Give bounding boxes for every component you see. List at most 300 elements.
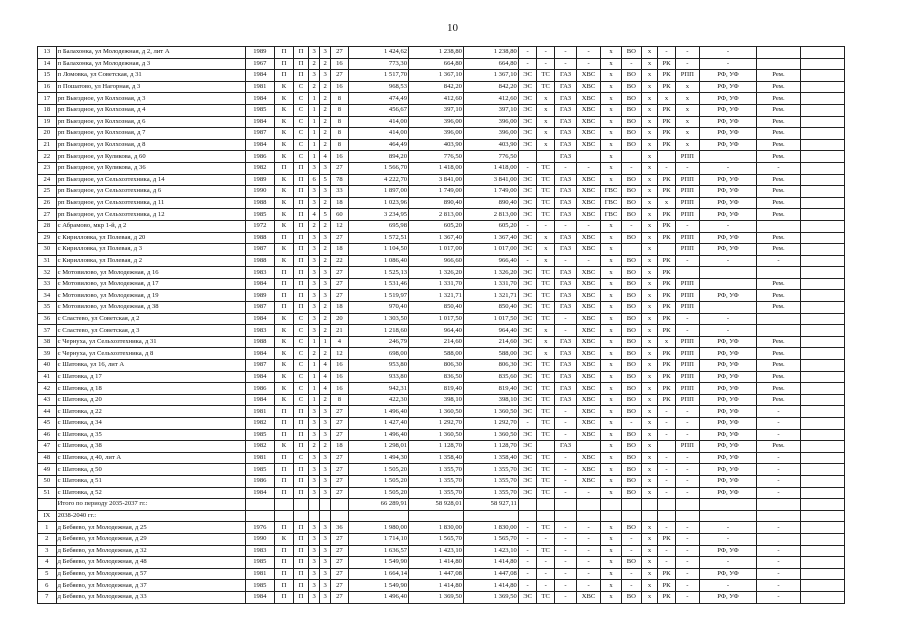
table-cell: 2 bbox=[320, 128, 331, 140]
table-cell: 1986 bbox=[245, 151, 275, 163]
table-cell: РК bbox=[658, 313, 676, 325]
table-cell bbox=[800, 499, 844, 511]
table-cell: 3 bbox=[309, 244, 320, 256]
table-cell: ЭС bbox=[518, 325, 537, 337]
table-cell: П bbox=[293, 464, 308, 476]
table-cell: 16 bbox=[38, 81, 57, 93]
table-cell bbox=[800, 371, 844, 383]
table-cell: РК bbox=[658, 104, 676, 116]
table-cell: К bbox=[275, 244, 294, 256]
table-cell: 1 749,00 bbox=[409, 186, 464, 198]
table-cell bbox=[699, 510, 756, 522]
table-cell: ХВС bbox=[576, 232, 600, 244]
table-cell: ГАЗ bbox=[555, 267, 577, 279]
table-cell: ВО bbox=[621, 591, 641, 603]
table-cell: с Шатовка, д 52 bbox=[56, 487, 245, 499]
table-cell: х bbox=[641, 568, 657, 580]
table-cell: С bbox=[293, 104, 308, 116]
table-cell: П bbox=[275, 162, 294, 174]
table-cell: 21 bbox=[38, 139, 57, 151]
table-cell: - bbox=[518, 580, 537, 592]
table-cell: х bbox=[658, 336, 676, 348]
table-cell: х bbox=[601, 441, 622, 453]
table-cell bbox=[800, 209, 844, 221]
table-row bbox=[38, 267, 845, 279]
table-cell: 51 bbox=[38, 487, 57, 499]
table-cell: х bbox=[641, 290, 657, 302]
table-cell: - bbox=[518, 533, 537, 545]
table-cell: х bbox=[641, 557, 657, 569]
table-cell: 695,98 bbox=[348, 220, 408, 232]
table-cell: 2 bbox=[320, 197, 331, 209]
table-cell: РФ, УФ bbox=[699, 348, 756, 360]
table-cell: К bbox=[275, 533, 294, 545]
table-cell: х bbox=[641, 348, 657, 360]
table-cell: - bbox=[576, 580, 600, 592]
table-cell: 412,60 bbox=[409, 93, 464, 105]
table-cell: - bbox=[555, 522, 577, 534]
table-cell: ХВС bbox=[576, 197, 600, 209]
table-cell bbox=[331, 510, 349, 522]
table-cell: 27 bbox=[331, 47, 349, 59]
table-cell: 1 331,70 bbox=[463, 278, 518, 290]
table-cell: х bbox=[658, 197, 676, 209]
table-cell: РФ, УФ bbox=[699, 186, 756, 198]
table-cell: 1 447,08 bbox=[463, 568, 518, 580]
table-cell bbox=[245, 510, 275, 522]
table-row bbox=[38, 197, 845, 209]
table-cell: - bbox=[555, 487, 577, 499]
table-cell bbox=[348, 510, 408, 522]
table-cell: РК bbox=[658, 278, 676, 290]
table-cell: Рем. bbox=[757, 116, 801, 128]
table-cell bbox=[800, 464, 844, 476]
table-cell: 3 bbox=[320, 452, 331, 464]
table-cell: 2 bbox=[320, 325, 331, 337]
table-cell: 48 bbox=[38, 452, 57, 464]
table-cell: с Кирилловка, ул Полевая, д 2 bbox=[56, 255, 245, 267]
table-cell: П bbox=[293, 545, 308, 557]
table-cell: ВО bbox=[621, 128, 641, 140]
table-cell: 33 bbox=[331, 186, 349, 198]
table-cell bbox=[800, 580, 844, 592]
table-cell: РФ, УФ bbox=[699, 104, 756, 116]
table-cell: 1 128,70 bbox=[463, 441, 518, 453]
table-cell: 3 bbox=[309, 313, 320, 325]
table-cell: ВО bbox=[621, 290, 641, 302]
table-cell: 398,10 bbox=[463, 394, 518, 406]
table-cell: РК bbox=[658, 591, 676, 603]
table-cell: 3 bbox=[309, 197, 320, 209]
table-cell: 27 bbox=[331, 545, 349, 557]
table-cell bbox=[800, 244, 844, 256]
table-cell: - bbox=[555, 475, 577, 487]
table-cell: 3 bbox=[320, 487, 331, 499]
table-cell: 39 bbox=[38, 348, 57, 360]
table-cell: РПП bbox=[675, 209, 699, 221]
table-cell: 1 531,46 bbox=[348, 278, 408, 290]
table-cell: 1 bbox=[38, 522, 57, 534]
table-cell: 3 bbox=[309, 568, 320, 580]
table-cell: ХВС bbox=[576, 452, 600, 464]
table-cell: 12 bbox=[331, 348, 349, 360]
table-cell: 50 bbox=[38, 475, 57, 487]
table-cell: ЭС bbox=[518, 186, 537, 198]
table-cell: П bbox=[275, 70, 294, 82]
table-cell: РК bbox=[658, 209, 676, 221]
table-cell: - bbox=[675, 545, 699, 557]
table-cell: ГАЗ bbox=[555, 232, 577, 244]
table-cell: 40 bbox=[38, 360, 57, 372]
table-cell: 1 367,10 bbox=[409, 70, 464, 82]
table-cell: ХВС bbox=[576, 325, 600, 337]
table-cell: П bbox=[275, 278, 294, 290]
table-cell: РПП bbox=[675, 371, 699, 383]
table-cell: х bbox=[658, 93, 676, 105]
table-cell: - bbox=[555, 568, 577, 580]
table-cell: ВО bbox=[621, 371, 641, 383]
table-cell: 31 bbox=[38, 255, 57, 267]
table-cell: 3 bbox=[320, 267, 331, 279]
table-cell: 3 bbox=[320, 580, 331, 592]
table-cell: - bbox=[555, 557, 577, 569]
table-cell: 1 494,30 bbox=[348, 452, 408, 464]
table-cell: - bbox=[621, 58, 641, 70]
table-cell: ЭС bbox=[518, 394, 537, 406]
table-cell: х bbox=[675, 139, 699, 151]
table-cell: х bbox=[537, 93, 555, 105]
table-cell: 588,00 bbox=[463, 348, 518, 360]
table-cell: х bbox=[601, 591, 622, 603]
table-cell: 4 bbox=[38, 557, 57, 569]
table-cell: - bbox=[675, 47, 699, 59]
table-row bbox=[38, 278, 845, 290]
table-cell: 2 bbox=[320, 220, 331, 232]
table-cell: х bbox=[641, 267, 657, 279]
table-cell: х bbox=[537, 116, 555, 128]
table-cell: 4 bbox=[320, 151, 331, 163]
table-cell: 1 427,40 bbox=[348, 418, 408, 430]
table-cell: 1 749,00 bbox=[463, 186, 518, 198]
table-cell: 1 414,80 bbox=[409, 580, 464, 592]
table-cell: - bbox=[576, 255, 600, 267]
table-cell: с Мотовилово, ул Молодежная, д 16 bbox=[56, 267, 245, 279]
table-cell: 3 bbox=[320, 278, 331, 290]
table-row bbox=[38, 313, 845, 325]
table-cell: ТС bbox=[537, 371, 555, 383]
table-cell: 964,40 bbox=[463, 325, 518, 337]
table-cell: х bbox=[675, 93, 699, 105]
table-cell: ГАЗ bbox=[555, 186, 577, 198]
table-cell: ЭС bbox=[518, 290, 537, 302]
table-cell: 3 bbox=[320, 591, 331, 603]
table-cell: 17 bbox=[38, 93, 57, 105]
table-cell: ХВС bbox=[576, 104, 600, 116]
table-cell: 966,40 bbox=[463, 255, 518, 267]
table-cell: ГАЗ bbox=[555, 197, 577, 209]
table-cell: ТС bbox=[537, 522, 555, 534]
table-cell: П bbox=[293, 174, 308, 186]
table-cell bbox=[800, 568, 844, 580]
table-cell: - bbox=[621, 162, 641, 174]
table-cell: х bbox=[601, 174, 622, 186]
table-cell: ТС bbox=[537, 464, 555, 476]
table-cell: Рем. bbox=[757, 104, 801, 116]
table-cell: 1 355,70 bbox=[409, 487, 464, 499]
table-cell bbox=[699, 267, 756, 279]
table-cell: - bbox=[757, 475, 801, 487]
table-cell: 3 bbox=[320, 47, 331, 59]
table-cell: 37 bbox=[38, 325, 57, 337]
table-cell: РФ, УФ bbox=[699, 174, 756, 186]
table-cell: 1 369,50 bbox=[463, 591, 518, 603]
table-cell: рп Выездное, ул Сельхозтехника, д 14 bbox=[56, 174, 245, 186]
table-cell: х bbox=[641, 533, 657, 545]
table-cell: Рем. bbox=[757, 174, 801, 186]
table-cell bbox=[658, 510, 676, 522]
table-cell: рп Выездное, ул Куликова, д 36 bbox=[56, 162, 245, 174]
table-cell: ТС bbox=[537, 313, 555, 325]
table-cell: П bbox=[293, 522, 308, 534]
table-cell: 3 bbox=[309, 162, 320, 174]
table-cell: - bbox=[658, 522, 676, 534]
table-cell bbox=[699, 499, 756, 511]
table-cell: К bbox=[275, 139, 294, 151]
table-cell: 3 bbox=[320, 232, 331, 244]
table-cell: ТС bbox=[537, 162, 555, 174]
table-cell: 27 bbox=[331, 418, 349, 430]
table-cell: - bbox=[658, 557, 676, 569]
table-cell: х bbox=[601, 58, 622, 70]
table-cell: х bbox=[641, 302, 657, 314]
table-cell: 27 bbox=[331, 557, 349, 569]
table-cell: х bbox=[641, 151, 657, 163]
table-cell: ЭС bbox=[518, 429, 537, 441]
table-cell bbox=[757, 313, 801, 325]
table-cell: 27 bbox=[331, 429, 349, 441]
table-cell: - bbox=[518, 162, 537, 174]
table-cell: 27 bbox=[331, 580, 349, 592]
table-cell: 27 bbox=[38, 209, 57, 221]
table-cell: 35 bbox=[38, 302, 57, 314]
table-cell: 1984 bbox=[245, 487, 275, 499]
table-cell: х bbox=[601, 232, 622, 244]
table-cell: 1983 bbox=[245, 545, 275, 557]
table-cell: - bbox=[658, 452, 676, 464]
table-cell: 16 bbox=[331, 371, 349, 383]
table-cell: ВО bbox=[621, 441, 641, 453]
table-cell: д Бебяево, ул Молодежная, д 37 bbox=[56, 580, 245, 592]
table-cell: х bbox=[641, 186, 657, 198]
table-cell: РФ, УФ bbox=[699, 394, 756, 406]
table-cell: - bbox=[675, 533, 699, 545]
table-row bbox=[38, 302, 845, 314]
table-cell: РПП bbox=[675, 383, 699, 395]
table-cell: РФ, УФ bbox=[699, 568, 756, 580]
table-cell: 850,40 bbox=[409, 302, 464, 314]
table-cell: 27 bbox=[331, 464, 349, 476]
table-row bbox=[38, 116, 845, 128]
table-cell: Рем. bbox=[757, 348, 801, 360]
table-cell: 22 bbox=[38, 151, 57, 163]
table-cell: 19 bbox=[38, 116, 57, 128]
table-cell: РФ, УФ bbox=[699, 383, 756, 395]
table-cell: РФ, УФ bbox=[699, 429, 756, 441]
table-cell: 1988 bbox=[245, 232, 275, 244]
table-cell: Рем. bbox=[757, 360, 801, 372]
table-cell: 246,79 bbox=[348, 336, 408, 348]
table-cell bbox=[757, 58, 801, 70]
table-cell: 1 830,00 bbox=[409, 522, 464, 534]
table-cell: ВО bbox=[621, 325, 641, 337]
table-cell: 1 355,70 bbox=[409, 464, 464, 476]
table-cell: 1 321,71 bbox=[463, 290, 518, 302]
table-cell: с Шатовка, д 17 bbox=[56, 371, 245, 383]
table-cell: ТС bbox=[537, 406, 555, 418]
table-cell: рп Выездное, ул Колхозная, д 4 bbox=[56, 104, 245, 116]
table-cell bbox=[537, 510, 555, 522]
table-cell: 214,60 bbox=[409, 336, 464, 348]
table-cell: 1 423,10 bbox=[409, 545, 464, 557]
table-cell: 1 496,40 bbox=[348, 591, 408, 603]
table-cell: ЭС bbox=[518, 81, 537, 93]
table-cell: - bbox=[555, 58, 577, 70]
table-cell: ХВС bbox=[576, 278, 600, 290]
table-cell: х bbox=[601, 93, 622, 105]
table-cell: 8 bbox=[331, 394, 349, 406]
table-cell: РК bbox=[658, 302, 676, 314]
table-cell bbox=[800, 452, 844, 464]
table-cell: РПП bbox=[675, 174, 699, 186]
table-cell bbox=[601, 499, 622, 511]
table-cell bbox=[800, 348, 844, 360]
table-cell: - bbox=[699, 580, 756, 592]
table-cell bbox=[675, 499, 699, 511]
table-cell bbox=[320, 510, 331, 522]
table-cell: С bbox=[293, 81, 308, 93]
table-cell: х bbox=[641, 209, 657, 221]
table-cell: х bbox=[641, 70, 657, 82]
table-cell: 414,00 bbox=[348, 116, 408, 128]
table-cell: 1 565,70 bbox=[463, 533, 518, 545]
table-cell: ЭС bbox=[518, 93, 537, 105]
table-cell bbox=[800, 70, 844, 82]
table-cell: ХВС bbox=[576, 464, 600, 476]
table-cell: П bbox=[293, 220, 308, 232]
table-cell bbox=[800, 197, 844, 209]
table-cell: х bbox=[641, 418, 657, 430]
table-cell: 1982 bbox=[245, 441, 275, 453]
table-cell: 2 bbox=[38, 533, 57, 545]
table-cell: 1988 bbox=[245, 336, 275, 348]
table-cell: - bbox=[518, 47, 537, 59]
table-cell: П bbox=[275, 568, 294, 580]
table-cell: РФ, УФ bbox=[699, 336, 756, 348]
table-cell: К bbox=[275, 174, 294, 186]
table-cell: х bbox=[641, 441, 657, 453]
table-cell: 3 841,00 bbox=[463, 174, 518, 186]
table-cell: х bbox=[601, 336, 622, 348]
table-cell: 2 bbox=[320, 104, 331, 116]
table-cell bbox=[641, 510, 657, 522]
table-cell: х bbox=[641, 383, 657, 395]
table-cell: РФ, УФ bbox=[699, 116, 756, 128]
table-cell: 47 bbox=[38, 441, 57, 453]
table-cell: П bbox=[275, 545, 294, 557]
table-cell: 1981 bbox=[245, 452, 275, 464]
table-cell: 1 496,40 bbox=[348, 406, 408, 418]
table-cell: К bbox=[275, 151, 294, 163]
table-cell: 664,80 bbox=[409, 58, 464, 70]
table-cell: х bbox=[641, 244, 657, 256]
table-cell: 1 bbox=[309, 360, 320, 372]
table-cell bbox=[576, 510, 600, 522]
table-cell: ТС bbox=[537, 591, 555, 603]
table-cell: ГАЗ bbox=[555, 104, 577, 116]
table-cell bbox=[621, 499, 641, 511]
table-cell: РПП bbox=[675, 336, 699, 348]
table-cell bbox=[309, 510, 320, 522]
table-cell bbox=[658, 441, 676, 453]
table-cell: с Чернуха, ул Сельхозтехника, д 8 bbox=[56, 348, 245, 360]
table-row bbox=[38, 441, 845, 453]
table-cell: - bbox=[699, 325, 756, 337]
table-cell: 3 bbox=[309, 70, 320, 82]
table-cell: х bbox=[641, 81, 657, 93]
table-cell: С bbox=[293, 383, 308, 395]
table-cell: х bbox=[675, 128, 699, 140]
table-cell: 1967 bbox=[245, 58, 275, 70]
table-cell: К bbox=[275, 383, 294, 395]
table-cell: х bbox=[641, 104, 657, 116]
table-cell: 398,10 bbox=[409, 394, 464, 406]
table-cell: 842,20 bbox=[463, 81, 518, 93]
table-cell: - bbox=[518, 568, 537, 580]
table-cell: Итого по периоду 2035-2037 гг.: bbox=[56, 499, 245, 511]
table-cell: - bbox=[621, 580, 641, 592]
table-cell: П bbox=[293, 591, 308, 603]
table-cell bbox=[757, 499, 801, 511]
table-cell: 66 289,91 bbox=[348, 499, 408, 511]
table-cell: 49 bbox=[38, 464, 57, 476]
table-row bbox=[38, 383, 845, 395]
table-cell: ТС bbox=[537, 209, 555, 221]
table-cell bbox=[518, 151, 537, 163]
table-cell: РК bbox=[658, 267, 676, 279]
table-cell: - bbox=[757, 580, 801, 592]
table-cell: - bbox=[675, 580, 699, 592]
table-cell: 8 bbox=[331, 93, 349, 105]
table-cell: ВО bbox=[621, 232, 641, 244]
page-number: 10 bbox=[447, 22, 458, 34]
table-cell: РФ, УФ bbox=[699, 475, 756, 487]
table-cell: 1 326,20 bbox=[409, 267, 464, 279]
table-cell: 890,40 bbox=[463, 197, 518, 209]
table-cell: 2 bbox=[309, 441, 320, 453]
table-cell: х bbox=[601, 139, 622, 151]
table-cell bbox=[275, 510, 294, 522]
table-cell: ТС bbox=[537, 394, 555, 406]
table-cell bbox=[621, 510, 641, 522]
table-cell: - bbox=[576, 557, 600, 569]
table-cell: 2 bbox=[320, 58, 331, 70]
table-row bbox=[38, 325, 845, 337]
table-cell: - bbox=[555, 580, 577, 592]
table-row bbox=[38, 81, 845, 93]
table-cell: 16 bbox=[331, 58, 349, 70]
table-cell: 3 bbox=[309, 452, 320, 464]
table-cell: - bbox=[555, 464, 577, 476]
